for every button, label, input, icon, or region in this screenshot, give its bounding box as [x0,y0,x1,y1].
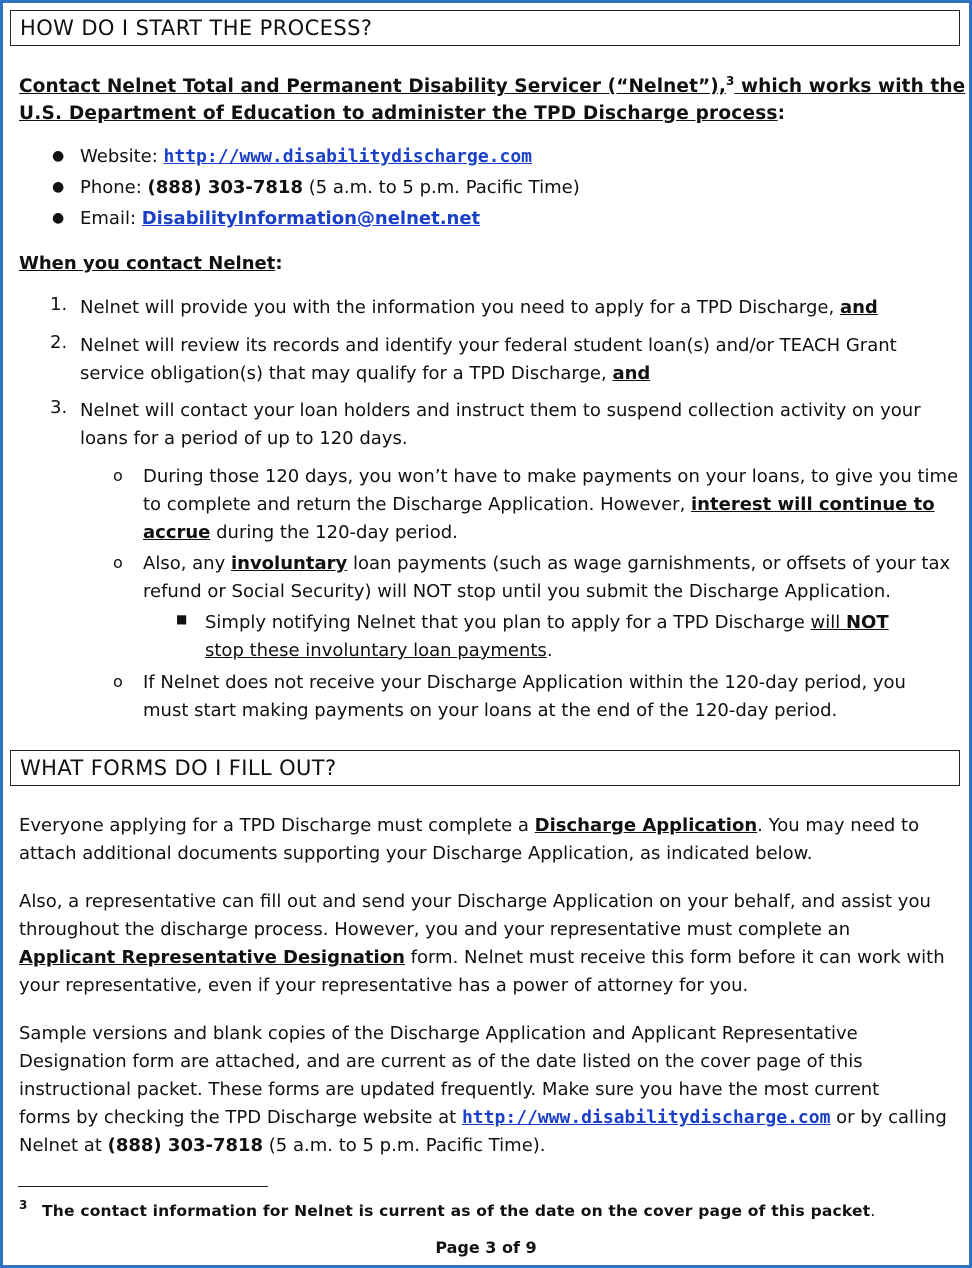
email-label: Email: [80,208,142,229]
sub-b-emph: involuntary [230,553,348,574]
phone-number: (888) 303-7818 [147,177,303,198]
website-link-2[interactable]: http://www.disabilitydischarge.com [461,1107,831,1128]
sub-c-pre: Simply notifying Nelnet that you plan to apply for a TPD Discharge [205,612,811,633]
sub-c-line-1 [205,609,889,637]
discharge-application-link[interactable]: Discharge Application [534,815,758,836]
footnote-end: . [870,1202,876,1220]
forms-p2-line-4: your representative, even if your representative has a power of attorney for you. [19,975,749,996]
website-link[interactable]: http://www.disabilitydischarge.com [163,146,533,167]
step-1-text: Nelnet will provide you with the information you need to apply for a TPD Discharge, [80,297,840,318]
forms-p2-tail: form. Nelnet must receive this form before it can work with [404,947,945,968]
sub-a-line-2 [143,491,935,519]
forms-p1-text: Everyone applying for a TPD Discharge must complete a [19,815,535,836]
section-heading-start: HOW DO I START THE PROCESS? [10,10,960,46]
sub-c-emph-3: stop these involuntary loan payments [205,640,547,661]
bullet-icon: ● [52,210,65,226]
step-2-emph: and [612,363,651,384]
phone-label: Phone: [80,177,148,198]
circle-bullet-icon: o [113,553,123,572]
sub-b-pre: Also, any [143,553,231,574]
sub-d-line-1: If Nelnet does not receive your Discharge Application within the 120-day period, you [143,672,906,693]
sub-c-emph-1: will [810,612,846,633]
forms-p3-line-5 [19,1132,546,1160]
when-contact-heading [19,250,283,278]
phone-hours: (5 a.m. to 5 p.m. Pacific Time) [302,177,580,198]
forms-p2-line-3 [19,944,945,972]
intro-line-1 [19,74,965,97]
step-1-emph: and [839,297,878,318]
forms-p3-tail: or by calling [830,1107,947,1128]
forms-p1-tail: . You may need to [757,815,920,836]
sub-b-line-2: refund or Social Security) will NOT stop until you submit the Discharge Application. [143,581,892,602]
section-heading-forms: WHAT FORMS DO I FILL OUT? [10,750,960,786]
forms-p3-hours: (5 a.m. to 5 p.m. Pacific Time). [263,1135,546,1156]
sub-a-line-1: During those 120 days, you won’t have to make payments on your loans, to give you time [143,466,959,487]
forms-p1-line-2: attach additional documents supporting your Discharge Application, as indicated below. [19,843,813,864]
step-2-text: service obligation(s) that may qualify for a TPD Discharge, [80,363,613,384]
when-contact-text: When you contact Nelnet [19,253,276,274]
phone-number-2: (888) 303-7818 [107,1135,264,1156]
forms-p3-line-3: instructional packet. These forms are updated frequently. Make sure you have the most current [19,1079,880,1100]
step-2-line-2 [80,360,650,388]
sub-b-tail: loan payments (such as wage garnishments, or offsets of your tax [347,553,951,574]
sub-a-emph: interest will continue to [691,494,935,515]
intro-text-1: Contact Nelnet Total and Permanent Disability Servicer (“Nelnet”), [19,76,726,98]
sub-b-line-1 [143,550,950,578]
contact-website [80,143,532,171]
when-contact-colon: : [275,253,283,274]
footnote-ref[interactable]: 3 [725,74,735,88]
forms-p2-line-1: Also, a representative can fill out and send your Discharge Application on your behalf, and assist you [19,891,931,912]
contact-email [80,205,480,233]
forms-p3-pre: Nelnet at [19,1135,108,1156]
forms-p3-line-1: Sample versions and blank copies of the Discharge Application and Applicant Representative [19,1023,858,1044]
intro-text-2-tail: : [777,103,786,124]
sub-a-emph-2: accrue [143,522,211,543]
website-label: Website: [80,146,164,167]
step-1 [80,294,878,322]
footnote-body: The contact information for Nelnet is current as of the date on the cover page of this packet [42,1202,871,1220]
intro-line-2 [19,103,785,124]
forms-p1-line-1 [19,812,919,840]
sub-c-tail: . [546,640,553,661]
circle-bullet-icon: o [113,672,123,691]
sub-d-line-2: must start making payments on your loans at the end of the 120-day period. [143,700,838,721]
representative-designation-link[interactable]: Applicant Representative Designation [19,947,405,968]
intro-text-1-tail: which works with the [734,76,966,98]
sub-a-line-3 [143,519,458,547]
forms-p3-text: forms by checking the TPD Discharge website at [19,1107,462,1128]
bullet-icon: ● [52,179,65,195]
step-number: 2. [50,332,68,353]
step-3-line-1: Nelnet will contact your loan holders and instruct them to suspend collection activity on your [80,400,921,421]
sub-a-tail: during the 120-day period. [210,522,458,543]
footnote-text [42,1202,875,1220]
circle-bullet-icon: o [113,466,123,485]
step-2-line-1: Nelnet will review its records and identify your federal student loan(s) and/or TEACH Grant [80,335,897,356]
footnote-mark: 3 [19,1198,28,1212]
sub-c-line-2 [205,637,553,665]
forms-p3-line-4 [19,1104,947,1132]
forms-p2-line-2: throughout the discharge process. However, you and your representative must complete an [19,919,851,940]
step-number: 1. [50,294,68,315]
sub-c-emph-2: NOT [845,612,889,633]
intro-text-2: U.S. Department of Education to administer the TPD Discharge process [19,103,778,124]
forms-p3-line-2: Designation form are attached, and are current as of the date listed on the cover page of this [19,1051,863,1072]
page-number: Page 3 of 9 [435,1238,537,1257]
footnote-divider [18,1186,268,1187]
square-bullet-icon: ■ [176,612,188,626]
step-number: 3. [50,397,68,418]
contact-phone [80,174,580,202]
step-3-line-2: loans for a period of up to 120 days. [80,428,408,449]
sub-a-text: to complete and return the Discharge Application. However, [143,494,692,515]
bullet-icon: ● [52,148,65,164]
email-link[interactable]: DisabilityInformation@nelnet.net [141,208,481,229]
